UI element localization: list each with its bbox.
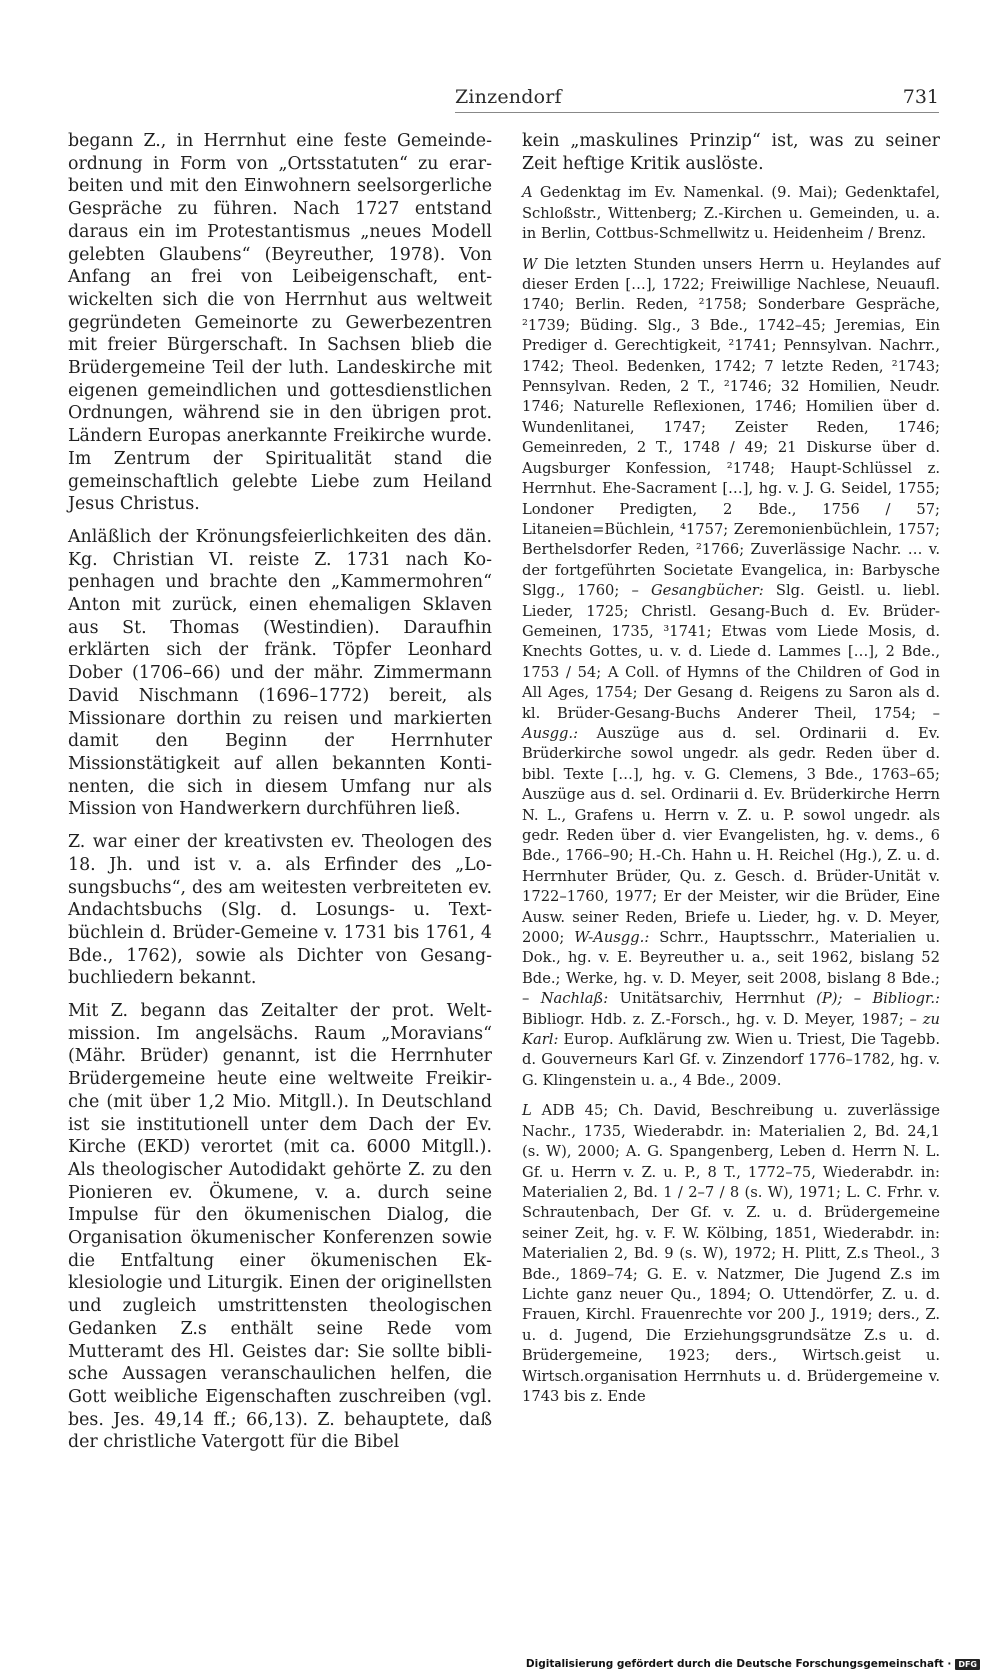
paragraph-1: begann Z., in Herrnhut eine feste Gemeindeordnung in Form von „Ortsstatuten“ zu erarbeiten und mit den Einwohnern seelsorgerliche Gespräche zu führen. Nach 1727 entstand daraus ein im Protestantismus „neues Modell gelebten Glaubens“ (Beyreuther, 1978). Von Anfang an frei von Leibeigenschaft, entwickelten sich die von Herrnhut aus weltweit gegründeten Gemeinorte zu Gewerbezentren mit freier Bürgerschaft. In Sachsen blieb die Brüdergemeine Teil der luth. Landeskirche mit eigenen gemeindlichen und gottesdienstlichen Ordnungen, während sie in den übrigen prot. Ländern Europas anerkannte Freikirche wurde. Im Zentrum der Spiritualität stand die gemeinschaftlich gelebte Liebe zum Heiland Jesus Christus. — [68, 131, 492, 515]
paragraph-4: Mit Z. begann das Zeitalter der prot. Weltmission. Im angelsächs. Raum „Moravians“ (Mähr. Brüder) genannt, ist die Herrnhuter Brüdergemeine heute eine weltweite Freikirche (mit über 1,2 Mio. Mitgll.). In Deutschland ist sie institutionell unter dem Dach der Ev. Kirche (EKD) verortet (mit ca. 6000 Mitgll.). Als theologischer Autodidakt gehörte Z. zu den Pionieren ev. Ökumene, v. a. durch seine Impulse für den ökumenischen Dialog, die Organisation ökumenischer Konferenzen sowie die Entfaltung einer ökumenischen Ekklesiologie und Liturgik. Einen der originellsten und zugleich umstrittensten theologischen Gedanken Z.s enthält seine Rede vom Mutteramt des Hl. Geistes dar: Sie sollte biblische Aussagen veranschaulichen helfen, die Gott weibliche Eigenschaften zuschreiben (vgl. bes. Jes. 49,14 ff.; 66,13). Z. behauptete, daß der christliche Vatergott für die Bibel — [68, 1001, 492, 1453]
label-zu-karl: zu Karl: — [522, 1010, 940, 1049]
paragraph-2: Anläßlich der Krönungsfeierlichkeiten des dän. Kg. Christian VI. reiste Z. 1731 nach Kopenhagen und brachte den „Kammermohren“ Anton mit zurück, einen ehemaligen Sklaven aus St. Thomas (Westindien). Daraufhin erklärten sich der fränk. Töpfer Leonhard Dober (1706–66) und der mähr. Zimmermann David Nischmann (1696–1772) bereit, als Missionare dorthin zu reisen und markierten damit den Beginn der Herrnhuter Missionstätigkeit auf allen bekannten Kontinenten, die sich in diesem Umfang nur als Mission von Handwerkern durchführen ließ. — [68, 526, 492, 820]
running-title: Zinzendorf — [455, 86, 562, 108]
page-number: 731 — [902, 86, 939, 108]
label-bibliogr: (P); – Bibliogr.: — [816, 990, 940, 1008]
section-w-works — [522, 255, 940, 1092]
label-nachlass: Nachlaß: — [540, 990, 609, 1008]
digitization-footer — [526, 1658, 980, 1670]
works-text-7: Europ. Aufklärung zw. Wien u. Triest, Die Tagebb. d. Gouverneurs Karl Gf. v. Zinzendorf 1776–1782, hg. v. G. Klingenstein u. a., 4 Bde., 2009. — [522, 1031, 940, 1089]
works-text-5: Unitätsarchiv, Herrnhut — [608, 990, 817, 1008]
works-text-1: Die letzten Stunden unsers Herrn u. Heylandes auf dieser Erden […], 1722; Freiwillige Nachlese, Neuaufl. 1740; Berlin. Reden, ²1758; Sonderbare Gespräche, ²1739; Büding. Slg., 3 Bde., 1742–45; Jeremias, Ein Prediger d. Gerechtigkeit, ²1741; Pennsylvan. Nachrr., 1742; Theol. Bedenken, 1742; 7 letzte Reden, ²1743; Pennsylvan. Reden, 2 T., ²1746; 32 Homilien, Neudr. 1746; Naturelle Reflexionen, 1746; Homilien über d. Wundenlitanei, 1747; Zeister Reden, 1746; Gemeinreden, 2 T., 1748 / 49; 21 Diskurse über d. Augsburger Konfession, ²1748; Haupt-Schlüssel z. Herrnhut. Ehe-Sacrament […], hg. v. J. G. Seidel, 1755; Londoner Predigten, 2 Bde., 1756 / 57; Litaneien=Büchlein, ⁴1757; Zeremonienbüchlein, 1757; Berthelsdorfer Reden, ²1766; Zuverlässige Nachr. … v. der fortgeführten Societate Evangelica, in: Barbysche Slgg., 1760; – — [522, 255, 940, 600]
section-marker-a: A — [522, 184, 533, 202]
section-a-commemoration — [522, 183, 940, 244]
right-column — [522, 130, 940, 1417]
paragraph-continuation: kein „maskulines Prinzip“ ist, was zu seiner Zeit heftige Kritik auslöste. — [522, 131, 940, 174]
footer-text: Digitalisierung gefördert durch die Deutsche Forschungsgemeinschaft · — [525, 1658, 952, 1670]
section-l-text: ADB 45; Ch. David, Beschreibung u. zuverlässige Nachr., 1735, Wiederabdr. in: Materialien 2, Bd. 24,1 (s. W), 2000; A. G. Spangenberg, Leben d. Herrn N. L. Gf. u. Herrn v. Z. u. P., 8 T., 1772–75, Wiederabdr. in: Materialien 2, Bd. 1 / 2–7 / 8 (s. W), 1971; L. C. Frhr. v. Schrautenbach, Der Gf. v. Z. u. d. Brüdergemeine seiner Zeit, hg. v. F. W. Kölbing, 1851, Wiederabdr. in: Materialien 2, Bd. 9 (s. W), 1972; H. Plitt, Z.s Theol., 3 Bde., 1869–74; G. E. v. Natzmer, Die Jugend Z.s im Lichte ganz neuer Qu., 1894; O. Uttendörfer, Z. u. d. Frauen, Kirchl. Frauenrechte vor 200 J., 1919; ders., Z. u. d. Jugend, Die Erziehungsgrundsätze Z.s u. d. Brüdergemeine, 1923; ders., Wirtsch.geist u. Wirtsch.organisation Herrnhuts u. d. Brüdergemeine v. 1743 bis z. Ende — [522, 1102, 940, 1405]
works-text-4: Schrr., Hauptsschrr., Materialien u. Dok., hg. v. E. Beyreuther u. a., seit 1962, bislang 52 Bde.; Werke, hg. v. D. Meyer, seit 2008, bislang 8 Bde.; – — [522, 929, 940, 1008]
dfg-logo-icon: DFG — [955, 1659, 980, 1670]
label-gesangbuecher: Gesangbücher: — [650, 582, 764, 600]
works-text-6: Bibliogr. Hdb. z. Z.-Forsch., hg. v. D. Meyer, 1987; – — [522, 1010, 923, 1028]
works-text-3: Auszüge aus d. sel. Ordinarii d. Ev. Brüderkirche sowol ungedr. als gedr. Reden über d. bibl. Texte […], hg. v. G. Clemens, 3 Bde., 1763–65; Auszüge aus d. sel. Ordinarii d. Ev. Brüderkirche Herrn N. L., Grafens u. Herrn v. Z. u. P. sowol ungedr. als gedr. Reden über d. vier Evangelisten, hg. v. dems., 6 Bde., 1766–90; H.-Ch. Hahn u. H. Reichel (Hg.), Z. u. d. Herrnhuter Brüder, Qu. z. Gesch. d. Brüder-Unität v. 1722–1760, 1977; Er der Meister, wir die Brüder, Eine Ausw. seiner Reden, Briefe u. Lieder, hg. v. D. Meyer, 2000; — [522, 724, 940, 947]
section-l-literature — [522, 1101, 940, 1407]
label-ausgg: Ausgg.: — [522, 724, 579, 742]
paragraph-3: Z. war einer der kreativsten ev. Theologen des 18. Jh. und ist v. a. als Erfinder des „Losungsbuchs“, des am weitesten verbreiteten ev. Andachtsbuchs (Slg. d. Losungs- u. Textbüchlein d. Brüder-Gemeine v. 1731 bis 1761, 4 Bde., 1762), sowie als Dichter von Gesangbuchliedern bekannt. — [68, 832, 492, 989]
left-column — [68, 130, 492, 1464]
works-text-2: Slg. Geistl. u. liebl. Lieder, 1725; Christl. Gesang-Buch d. Ev. Brüder-Gemeinen, 1735, ³1741; Etwas vom Liede Mosis, d. Knechts Gottes, u. v. d. Liede d. Lammes […], 2 Bde., 1753 / 54; A Coll. of Hymns of the Children of God in All Ages, 1754; Der Gesang d. Reigens zu Saron als d. kl. Brüder-Gesang-Buchs Anderer Theil, 1754; – — [522, 582, 940, 722]
running-header — [455, 86, 939, 113]
section-a-text: Gedenktag im Ev. Namenkal. (9. Mai); Gedenktafel, Schloßstr., Wittenberg; Z.-Kirchen u. Gemeinden, u. a. in Berlin, Cottbus-Schmellwitz u. Heidenheim / Brenz. — [522, 184, 940, 243]
section-marker-w: W — [522, 255, 538, 273]
label-w-ausgg: W-Ausgg.: — [574, 929, 650, 947]
section-marker-l: L — [522, 1102, 532, 1120]
